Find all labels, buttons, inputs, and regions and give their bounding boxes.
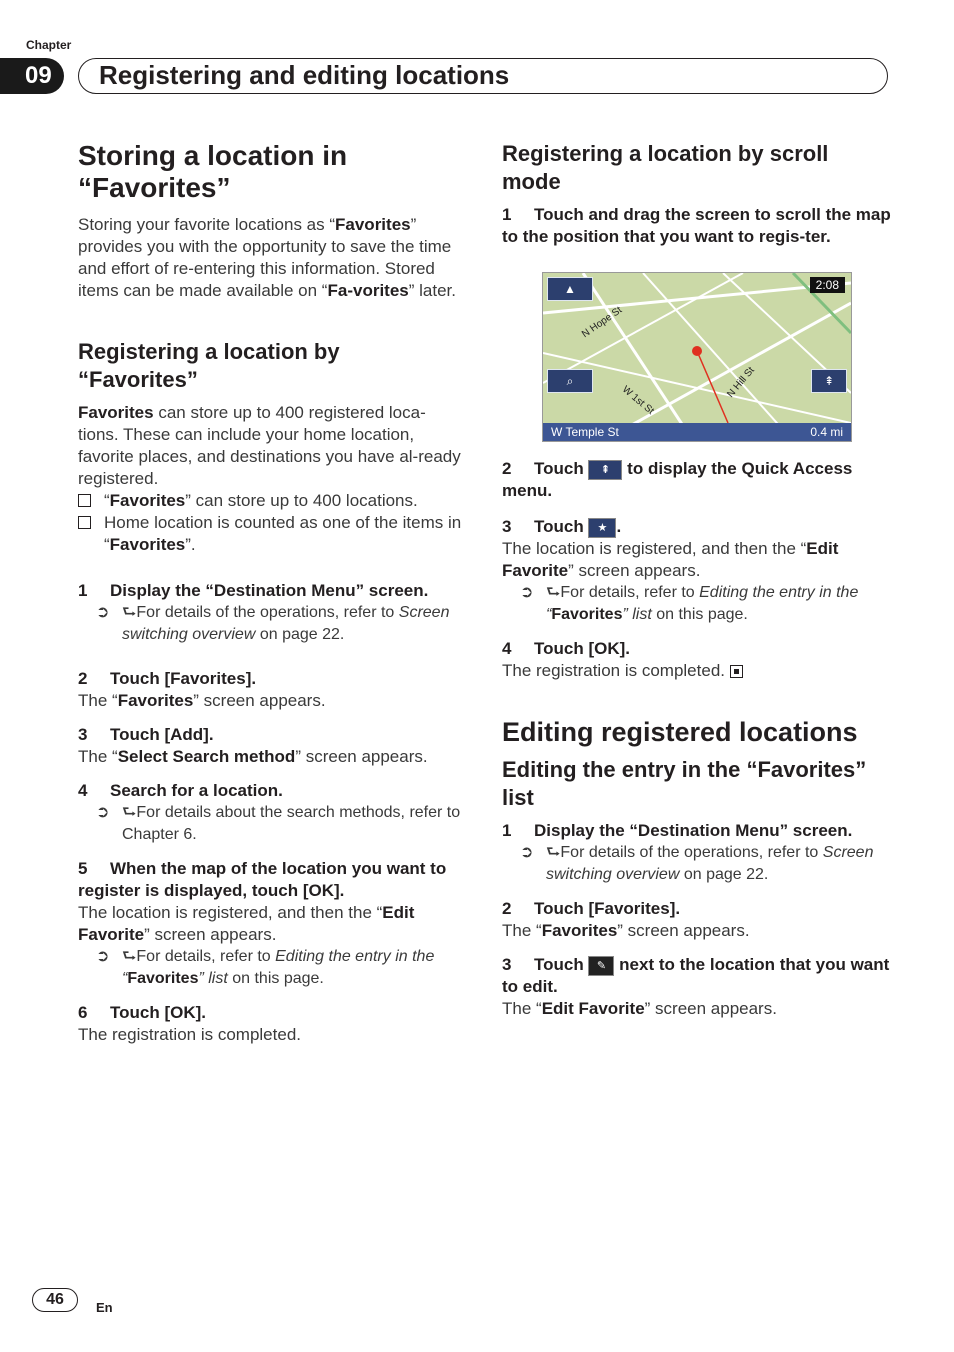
text: ” provides you with the opportunity to save the time and effort of re-entering this information. Stored items can be made available on “ <box>78 215 452 300</box>
step-number: 5 <box>78 859 88 878</box>
step-text: Touch [OK]. <box>110 1003 206 1022</box>
step-text: Search for a location. <box>110 781 283 800</box>
text: Home location is counted as one of the items in “ <box>104 513 462 554</box>
left-column <box>78 140 462 1046</box>
current-street: W Temple St <box>551 425 619 439</box>
compass-button[interactable]: ▲ <box>547 277 593 301</box>
street-label: W 1st St <box>619 384 656 417</box>
note <box>502 842 892 886</box>
bold-text: Favorites <box>109 535 186 554</box>
check-item <box>78 490 462 512</box>
arrow-icon: ⮑ ➲ <box>96 804 110 821</box>
step-text: . <box>616 517 622 536</box>
subsection-title-editing-entry: Editing the entry in the “Favorites” list <box>502 757 867 810</box>
step-body <box>78 690 462 712</box>
bold-text: Fa-vorites <box>327 281 409 300</box>
text: can store up to 400 registered loca-tions. These can include your home location, favorite places, and destinations you have al-ready registered. <box>78 403 461 488</box>
section-title-editing: Editing registered locations <box>502 717 858 747</box>
step-body: The registration is completed. <box>78 1025 301 1044</box>
step-text: Touch [Favorites]. <box>110 669 257 688</box>
text: ” screen appears. <box>568 561 701 580</box>
step-1 <box>78 580 462 602</box>
bold-text: Favorites <box>127 970 199 987</box>
note <box>78 946 462 990</box>
step-3 <box>502 516 892 538</box>
step-number: 2 <box>502 459 512 478</box>
step-text: Touch [Favorites]. <box>534 899 681 918</box>
bold-text: Favorites <box>117 691 194 710</box>
step-1 <box>502 820 892 842</box>
step-number: 2 <box>78 669 88 688</box>
step-number: 1 <box>502 821 512 840</box>
subsection-title-scroll-mode: Registering a location by scroll mode <box>502 141 829 194</box>
chapter-number-tab <box>0 58 64 94</box>
step-body <box>78 746 462 768</box>
bold-text: Favorites <box>541 921 618 940</box>
check-item <box>78 512 462 556</box>
step-5 <box>78 858 462 902</box>
note <box>78 602 462 646</box>
subsection-title-by-favorites: Registering a location by “Favorites” <box>78 339 340 392</box>
text: For details about the search methods, refer to Chapter 6. <box>122 804 461 843</box>
text: “ <box>104 491 110 510</box>
step-2 <box>78 668 462 690</box>
text: Storing your favorite locations as “ <box>78 215 336 234</box>
map-screenshot <box>542 272 852 442</box>
note <box>502 582 892 626</box>
text: For details, refer to <box>136 948 276 965</box>
step-number: 3 <box>502 955 512 974</box>
italic-text: Screen switching overview <box>122 604 450 643</box>
step-4 <box>78 780 462 802</box>
clock: 2:08 <box>810 277 845 293</box>
step-6 <box>78 1002 462 1024</box>
step-body <box>502 538 892 582</box>
text: For details of the operations, refer to <box>560 844 823 861</box>
step-number: 2 <box>502 899 512 918</box>
text: on page 22. <box>679 866 769 883</box>
text: on this page. <box>651 606 748 623</box>
step-text: Touch [OK]. <box>534 639 630 658</box>
text: The “ <box>78 691 118 710</box>
step-body <box>502 920 892 942</box>
text: ”. <box>185 535 196 554</box>
map-menu-button[interactable]: ⌕ <box>547 369 593 393</box>
text: The “ <box>502 921 542 940</box>
arrow-icon: ⮑ ➲ <box>96 948 110 965</box>
step-body <box>502 998 892 1020</box>
step-2 <box>502 898 892 920</box>
step-3 <box>78 724 462 746</box>
language-code: En <box>96 1300 113 1315</box>
step-3 <box>502 954 892 998</box>
step-text: Touch <box>534 459 589 478</box>
chapter-label: Chapter <box>26 38 72 52</box>
text: For details of the operations, refer to <box>136 604 399 621</box>
quick-access-icon: ⇞ <box>588 460 622 480</box>
bold-text: Favorites <box>551 606 623 623</box>
right-column <box>502 140 892 1020</box>
italic-text: Screen switching overview <box>546 844 874 883</box>
text: For details, refer to <box>560 584 700 601</box>
chapter-number: 09 <box>25 62 52 89</box>
edit-icon: ✎ <box>588 956 614 976</box>
distance: 0.4 mi <box>810 425 843 439</box>
text: The “ <box>502 999 542 1018</box>
italic-text: Editing the entry in the “ <box>122 948 435 987</box>
bold-text: Favorites <box>78 403 154 422</box>
text: ” later. <box>408 281 456 300</box>
italic-text: ” list <box>198 970 228 987</box>
italic-text: ” list <box>622 606 652 623</box>
step-text: When the map of the location you want to register is displayed, touch [OK]. <box>78 859 447 900</box>
step-text: Touch <box>534 517 589 536</box>
bold-text: Select Search method <box>117 747 296 766</box>
text: ” can store up to 400 locations. <box>185 491 418 510</box>
text: ” screen appears. <box>644 999 777 1018</box>
step-text: next to the location that you want to edit. <box>502 955 890 996</box>
text: on this page. <box>227 970 324 987</box>
page-number: 46 <box>32 1288 78 1312</box>
text: The registration is completed. <box>502 661 725 680</box>
text: ” screen appears. <box>295 747 428 766</box>
section-title-storing: Storing a location in “Favorites” <box>78 140 348 203</box>
street-label: N Hill St <box>725 365 757 400</box>
arrow-icon: ⮑ ➲ <box>520 844 534 861</box>
step-number: 1 <box>78 581 88 600</box>
register-favorite-icon: ★ <box>588 518 616 538</box>
checkbox-icon <box>78 494 91 507</box>
arrow-icon: ⮑ ➲ <box>520 584 534 601</box>
step-number: 4 <box>78 781 88 800</box>
bold-text: Edit Favorite <box>541 999 645 1018</box>
step-body <box>78 902 462 946</box>
step-text: Display the “Destination Menu” screen. <box>110 581 429 600</box>
quick-access-button[interactable]: ⇞ <box>811 369 847 393</box>
step-number: 6 <box>78 1003 88 1022</box>
text: The location is registered, and then the “ <box>502 539 807 558</box>
intro-paragraph <box>78 214 462 302</box>
step-text: Display the “Destination Menu” screen. <box>534 821 853 840</box>
text: ” screen appears. <box>144 925 277 944</box>
step-text: Touch <box>534 955 589 974</box>
end-mark-icon <box>730 665 743 678</box>
favorites-description <box>78 402 462 490</box>
bold-text: Favorites <box>109 491 186 510</box>
step-body <box>502 660 892 682</box>
text: The location is registered, and then the “ <box>78 903 383 922</box>
step-number: 1 <box>502 205 512 224</box>
bold-text: Favorites <box>335 215 411 234</box>
step-number: 4 <box>502 639 512 658</box>
step-text: to display the Quick Access menu. <box>502 459 853 500</box>
step-number: 3 <box>502 517 512 536</box>
step-1 <box>502 204 892 248</box>
arrow-icon: ⮑ ➲ <box>96 604 110 621</box>
step-text: Touch [Add]. <box>110 725 214 744</box>
text: The “ <box>78 747 118 766</box>
street-label: N Hope St <box>580 304 625 341</box>
note <box>78 802 462 846</box>
map-status-bar <box>543 423 851 441</box>
step-2 <box>502 458 892 502</box>
step-number: 3 <box>78 725 88 744</box>
text: ” screen appears. <box>193 691 326 710</box>
step-4 <box>502 638 892 660</box>
italic-text: Editing the entry in the “ <box>546 584 859 623</box>
text: on page 22. <box>255 626 345 643</box>
bold-text: Edit Favorite <box>78 903 415 944</box>
chapter-title: Registering and editing locations <box>78 58 888 94</box>
bold-text: Edit Favorite <box>502 539 839 580</box>
checkbox-icon <box>78 516 91 529</box>
step-text: Touch and drag the screen to scroll the map to the position that you want to regis-ter. <box>502 205 891 246</box>
text: ” screen appears. <box>617 921 750 940</box>
